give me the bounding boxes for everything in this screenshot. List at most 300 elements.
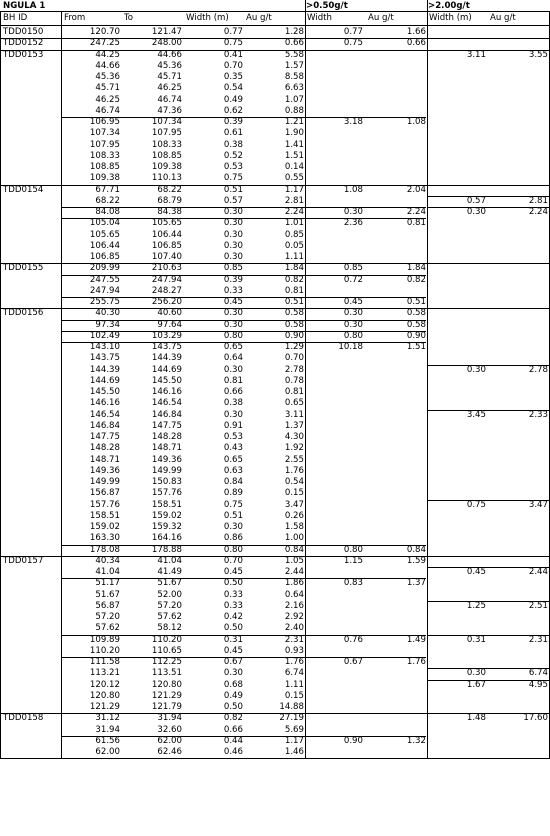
cell-from: 113.21: [89, 668, 120, 679]
cell-to: 113.51: [151, 668, 182, 679]
cell-to: 121.79: [151, 702, 182, 712]
cell-to: 31.94: [157, 713, 182, 724]
cell-from: 108.85: [89, 162, 120, 172]
cell-from: 40.30: [95, 308, 120, 319]
cell-au: 0.82: [284, 274, 304, 285]
cell-to: 148.71: [151, 443, 182, 454]
cell-width-050: 0.76: [343, 634, 363, 645]
cell-width: 0.38: [223, 398, 243, 409]
row-rule: [428, 196, 550, 197]
cell-from: 109.38: [89, 173, 120, 184]
row-rule: [428, 680, 550, 681]
cell-to: 68.22: [157, 184, 182, 195]
cell-au: 1.17: [284, 735, 304, 746]
cell-from: 57.62: [95, 623, 120, 634]
cell-au: 8.58: [284, 72, 304, 82]
cell-from: 144.69: [89, 375, 120, 386]
cell-width: 0.86: [223, 533, 243, 544]
cell-to: 108.33: [151, 139, 182, 150]
cell-from: 109.89: [89, 634, 120, 645]
cell-au-050: 1.51: [406, 342, 426, 352]
cell-width: 0.30: [223, 409, 243, 420]
cell-width: 0.65: [223, 454, 243, 465]
cell-bh-id: TDD0150: [3, 27, 44, 37]
row-rule: [62, 331, 426, 332]
cell-to: 146.84: [151, 409, 182, 420]
col-header-width: Width (m): [186, 13, 229, 23]
cell-from: 209.99: [89, 263, 120, 274]
cell-width: 0.70: [223, 555, 243, 566]
cell-from: 158.51: [89, 510, 120, 521]
cell-au: 1.29: [284, 342, 304, 352]
cell-width-050: 0.85: [343, 263, 363, 274]
cell-from: 107.95: [89, 139, 120, 150]
cell-to: 248.00: [151, 38, 182, 49]
cell-bh-id: TDD0154: [3, 184, 44, 195]
cell-to: 110.20: [151, 634, 182, 645]
row-rule: [428, 410, 550, 411]
cell-width-050: 0.67: [343, 657, 363, 667]
cell-width-200: 1.25: [466, 600, 486, 611]
cell-to: 40.60: [157, 308, 182, 319]
cell-from: 45.36: [95, 72, 120, 82]
cell-width: 0.43: [223, 443, 243, 454]
column-rule: [0, 11, 1, 758]
cell-au: 1.58: [284, 522, 304, 532]
row-rule: [62, 578, 426, 579]
cell-au: 0.54: [284, 477, 304, 487]
cell-from: 111.58: [89, 657, 120, 667]
cell-au: 2.24: [284, 207, 304, 217]
cell-au: 1.57: [284, 60, 304, 71]
cell-from: 120.70: [89, 27, 120, 37]
column-rule: [61, 11, 62, 758]
cell-au: 2.44: [284, 567, 304, 577]
row-rule: [0, 185, 550, 186]
row-rule: [428, 601, 550, 602]
cell-width: 0.35: [223, 72, 243, 82]
cell-to: 147.75: [151, 420, 182, 431]
cell-to: 44.66: [157, 49, 182, 60]
cell-au: 1.51: [284, 150, 304, 161]
cell-width: 0.45: [223, 645, 243, 656]
cell-au: 1.00: [284, 533, 304, 544]
column-rule: [305, 0, 306, 758]
cell-au-050: 0.81: [406, 218, 426, 229]
cell-au: 0.90: [284, 330, 304, 341]
group-header-200: >2.00g/t: [428, 1, 470, 11]
cell-au-050: 0.51: [406, 297, 426, 307]
cell-from: 107.34: [89, 128, 120, 139]
cell-width: 0.65: [223, 342, 243, 352]
cell-from: 146.54: [89, 409, 120, 420]
cell-to: 97.64: [157, 319, 182, 330]
cell-to: 112.25: [151, 657, 182, 667]
row-rule: [428, 635, 550, 636]
cell-to: 106.85: [151, 240, 182, 251]
cell-to: 57.20: [157, 600, 182, 611]
cell-au-050: 1.76: [406, 657, 426, 667]
cell-au: 0.88: [284, 105, 304, 116]
cell-au: 1.41: [284, 139, 304, 150]
cell-au: 3.11: [284, 409, 304, 420]
cell-width: 0.39: [223, 117, 243, 127]
cell-from: 156.87: [89, 488, 120, 499]
row-rule: [62, 218, 426, 219]
cell-to: 120.80: [151, 679, 182, 690]
cell-au-050: 1.37: [406, 578, 426, 589]
cell-au: 3.47: [284, 499, 304, 510]
cell-to: 109.38: [151, 162, 182, 172]
cell-width: 0.45: [223, 297, 243, 307]
cell-width: 0.33: [223, 285, 243, 296]
cell-from: 56.87: [95, 600, 120, 611]
cell-au-050: 1.32: [406, 735, 426, 746]
cell-to: 157.76: [151, 488, 182, 499]
cell-from: 102.49: [89, 330, 120, 341]
cell-au-050: 2.24: [406, 207, 426, 217]
cell-width: 0.53: [223, 432, 243, 442]
cell-width: 0.50: [223, 578, 243, 589]
row-rule: [428, 500, 550, 501]
cell-to: 45.36: [157, 60, 182, 71]
cell-width: 0.30: [223, 240, 243, 251]
cell-au-050: 0.58: [406, 308, 426, 319]
cell-from: 149.36: [89, 465, 120, 476]
cell-from: 105.04: [89, 218, 120, 229]
cell-from: 148.28: [89, 443, 120, 454]
cell-from: 157.76: [89, 499, 120, 510]
cell-bh-id: TDD0152: [3, 38, 44, 49]
row-rule: [62, 207, 426, 208]
cell-to: 178.88: [151, 544, 182, 555]
cell-from: 106.85: [89, 252, 120, 262]
cell-au: 0.14: [284, 162, 304, 172]
cell-to: 62.00: [157, 735, 182, 746]
row-rule: [62, 297, 426, 298]
row-rule: [0, 38, 550, 39]
row-rule: [0, 308, 550, 309]
cell-to: 159.32: [151, 522, 182, 532]
cell-width: 0.41: [223, 49, 243, 60]
cell-au-200: 2.33: [528, 409, 548, 420]
cell-width: 0.54: [223, 83, 243, 94]
cell-width-050: 0.80: [343, 544, 363, 555]
cell-bh-id: TDD0156: [3, 308, 44, 319]
cell-width: 0.42: [223, 612, 243, 622]
cell-au: 2.16: [284, 600, 304, 611]
cell-au: 0.81: [284, 387, 304, 397]
col-header-to: To: [124, 13, 134, 23]
cell-to: 46.74: [157, 94, 182, 105]
cell-to: 158.51: [151, 499, 182, 510]
cell-au: 2.92: [284, 612, 304, 622]
cell-to: 108.85: [151, 150, 182, 161]
cell-width-050: 0.30: [343, 319, 363, 330]
cell-au: 0.81: [284, 285, 304, 296]
cell-from: 68.22: [95, 195, 120, 206]
cell-width-050: 0.72: [343, 274, 363, 285]
cell-au: 1.37: [284, 420, 304, 431]
cell-bh-id: TDD0157: [3, 555, 44, 566]
row-rule: [0, 11, 550, 12]
cell-width: 0.68: [223, 679, 243, 690]
cell-au: 2.31: [284, 634, 304, 645]
cell-au: 6.74: [284, 668, 304, 679]
cell-width: 0.50: [223, 702, 243, 712]
cell-from: 143.10: [89, 342, 120, 352]
cell-width: 0.75: [223, 173, 243, 184]
cell-from: 61.56: [95, 735, 120, 746]
cell-from: 40.34: [95, 555, 120, 566]
cell-width: 0.52: [223, 150, 243, 161]
cell-to: 150.83: [151, 477, 182, 487]
cell-au: 0.05: [284, 240, 304, 251]
cell-from: 120.80: [89, 690, 120, 701]
cell-au-200: 2.78: [528, 364, 548, 375]
cell-width-200: 1.67: [466, 679, 486, 690]
cell-au-050: 0.66: [406, 38, 426, 49]
cell-from: 159.02: [89, 522, 120, 532]
cell-au-050: 2.04: [406, 184, 426, 195]
cell-from: 247.55: [89, 274, 120, 285]
cell-from: 44.66: [95, 60, 120, 71]
cell-from: 247.94: [89, 285, 120, 296]
cell-width-050: 0.30: [343, 308, 363, 319]
cell-width: 0.66: [223, 724, 243, 735]
cell-from: 255.75: [89, 297, 120, 307]
cell-au: 1.84: [284, 263, 304, 274]
cell-from: 51.67: [95, 589, 120, 600]
row-rule: [0, 758, 550, 759]
cell-to: 144.69: [151, 364, 182, 375]
cell-au: 2.81: [284, 195, 304, 206]
cell-width: 0.33: [223, 600, 243, 611]
cell-to: 159.02: [151, 510, 182, 521]
cell-width: 0.51: [223, 184, 243, 195]
cell-au: 0.66: [284, 38, 304, 49]
row-rule: [0, 25, 550, 26]
cell-width: 0.33: [223, 589, 243, 600]
cell-au-200: 2.51: [528, 600, 548, 611]
cell-au-050: 0.84: [406, 544, 426, 555]
cell-from: 120.12: [89, 679, 120, 690]
cell-from: 84.08: [95, 207, 120, 217]
cell-to: 146.54: [151, 398, 182, 409]
col-header-width-050: Width: [307, 13, 332, 23]
cell-au-050: 1.49: [406, 634, 426, 645]
cell-bh-id: TDD0158: [3, 713, 44, 724]
cell-width: 0.30: [223, 364, 243, 375]
cell-to: 62.46: [157, 747, 182, 757]
col-header-au-050: Au g/t: [368, 13, 394, 23]
cell-width-050: 10.18: [338, 342, 363, 352]
cell-width: 0.89: [223, 488, 243, 499]
cell-to: 107.95: [151, 128, 182, 139]
cell-width-050: 0.83: [343, 578, 363, 589]
cell-au-200: 4.95: [528, 679, 548, 690]
cell-au: 0.93: [284, 645, 304, 656]
cell-width: 0.85: [223, 263, 243, 274]
cell-width: 0.45: [223, 567, 243, 577]
cell-to: 247.94: [151, 274, 182, 285]
cell-width-050: 0.45: [343, 297, 363, 307]
row-rule: [428, 567, 550, 568]
cell-width-050: 3.18: [343, 117, 363, 127]
cell-from: 146.16: [89, 398, 120, 409]
cell-width: 0.75: [223, 38, 243, 49]
cell-width: 0.61: [223, 128, 243, 139]
cell-au: 0.65: [284, 398, 304, 409]
cell-au: 5.69: [284, 724, 304, 735]
cell-from: 46.25: [95, 94, 120, 105]
cell-au: 1.28: [284, 27, 304, 37]
cell-to: 41.49: [157, 567, 182, 577]
cell-au: 0.58: [284, 319, 304, 330]
cell-au: 0.58: [284, 308, 304, 319]
cell-to: 45.71: [157, 72, 182, 82]
cell-from: 31.12: [95, 713, 120, 724]
cell-width-050: 0.30: [343, 207, 363, 217]
cell-width: 0.80: [223, 544, 243, 555]
cell-width: 0.63: [223, 465, 243, 476]
cell-au: 0.64: [284, 589, 304, 600]
cell-au: 14.88: [279, 702, 304, 712]
cell-from: 51.17: [95, 578, 120, 589]
row-rule: [428, 668, 550, 669]
row-rule: [0, 263, 550, 264]
cell-to: 105.65: [151, 218, 182, 229]
cell-from: 46.74: [95, 105, 120, 116]
cell-au-200: 3.55: [528, 49, 548, 60]
cell-from: 247.25: [89, 38, 120, 49]
cell-to: 256.20: [151, 297, 182, 307]
cell-from: 148.71: [89, 454, 120, 465]
cell-width-200: 0.30: [466, 668, 486, 679]
cell-width: 0.46: [223, 747, 243, 757]
cell-au-200: 2.31: [528, 634, 548, 645]
cell-from: 105.65: [89, 229, 120, 240]
cell-au: 1.17: [284, 184, 304, 195]
cell-to: 110.13: [151, 173, 182, 184]
cell-au: 5.58: [284, 49, 304, 60]
cell-bh-id: TDD0153: [3, 49, 44, 60]
cell-au-200: 2.24: [528, 207, 548, 217]
col-header-bh-id: BH ID: [3, 13, 28, 23]
cell-to: 52.00: [157, 589, 182, 600]
cell-from: 44.25: [95, 49, 120, 60]
cell-au-200: 3.47: [528, 499, 548, 510]
cell-width: 0.77: [223, 27, 243, 37]
cell-au: 1.86: [284, 578, 304, 589]
cell-from: 146.84: [89, 420, 120, 431]
cell-to: 46.25: [157, 83, 182, 94]
cell-au: 1.92: [284, 443, 304, 454]
cell-au-050: 0.90: [406, 330, 426, 341]
col-header-from: From: [64, 13, 86, 23]
cell-width-200: 3.11: [466, 49, 486, 60]
cell-to: 121.47: [151, 27, 182, 37]
cell-au: 1.21: [284, 117, 304, 127]
cell-au: 1.76: [284, 465, 304, 476]
cell-to: 32.60: [157, 724, 182, 735]
cell-au: 0.55: [284, 173, 304, 184]
cell-width-200: 0.57: [466, 195, 486, 206]
cell-width: 0.30: [223, 668, 243, 679]
cell-width-200: 0.75: [466, 499, 486, 510]
cell-au: 0.26: [284, 510, 304, 521]
col-header-au-200: Au g/t: [490, 13, 516, 23]
cell-to: 107.34: [151, 117, 182, 127]
cell-au: 1.46: [284, 747, 304, 757]
cell-width-050: 0.80: [343, 330, 363, 341]
cell-au: 1.05: [284, 555, 304, 566]
group-header-050: >0.50g/t: [306, 1, 348, 11]
table-title: NGULA 1: [3, 1, 46, 11]
cell-from: 97.34: [95, 319, 120, 330]
cell-to: 144.39: [151, 353, 182, 364]
cell-au: 0.78: [284, 375, 304, 386]
cell-width: 0.30: [223, 218, 243, 229]
row-rule: [62, 736, 426, 737]
row-rule: [62, 342, 426, 343]
cell-from: 108.33: [89, 150, 120, 161]
cell-width-050: 1.08: [343, 184, 363, 195]
cell-width: 0.30: [223, 252, 243, 262]
row-rule: [62, 320, 426, 321]
cell-to: 106.44: [151, 229, 182, 240]
cell-au-050: 1.84: [406, 263, 426, 274]
cell-width: 0.39: [223, 274, 243, 285]
cell-to: 248.27: [151, 285, 182, 296]
row-rule: [428, 365, 550, 366]
cell-to: 41.04: [157, 555, 182, 566]
cell-from: 143.75: [89, 353, 120, 364]
cell-width-050: 0.90: [343, 735, 363, 746]
cell-width: 0.82: [223, 713, 243, 724]
cell-from: 121.29: [89, 702, 120, 712]
cell-au: 0.15: [284, 488, 304, 499]
cell-from: 106.44: [89, 240, 120, 251]
cell-width: 0.31: [223, 634, 243, 645]
cell-width: 0.44: [223, 735, 243, 746]
cell-to: 149.99: [151, 465, 182, 476]
cell-width: 0.51: [223, 510, 243, 521]
cell-bh-id: TDD0155: [3, 263, 44, 274]
cell-au-050: 0.82: [406, 274, 426, 285]
cell-width: 0.53: [223, 162, 243, 172]
cell-width-200: 0.45: [466, 567, 486, 577]
row-rule: [62, 545, 426, 546]
cell-to: 148.28: [151, 432, 182, 442]
cell-au-200: 17.60: [523, 713, 548, 724]
cell-au-200: 2.44: [528, 567, 548, 577]
row-rule: [62, 275, 426, 276]
cell-from: 57.20: [95, 612, 120, 622]
cell-to: 57.62: [157, 612, 182, 622]
cell-au: 1.11: [284, 252, 304, 262]
cell-width-050: 2.36: [343, 218, 363, 229]
cell-width: 0.67: [223, 657, 243, 667]
cell-width: 0.75: [223, 499, 243, 510]
cell-au: 0.51: [284, 297, 304, 307]
cell-to: 164.16: [151, 533, 182, 544]
cell-to: 149.36: [151, 454, 182, 465]
cell-width: 0.30: [223, 319, 243, 330]
row-rule: [0, 50, 550, 51]
cell-au-050: 1.66: [406, 27, 426, 37]
cell-au-050: 0.58: [406, 319, 426, 330]
